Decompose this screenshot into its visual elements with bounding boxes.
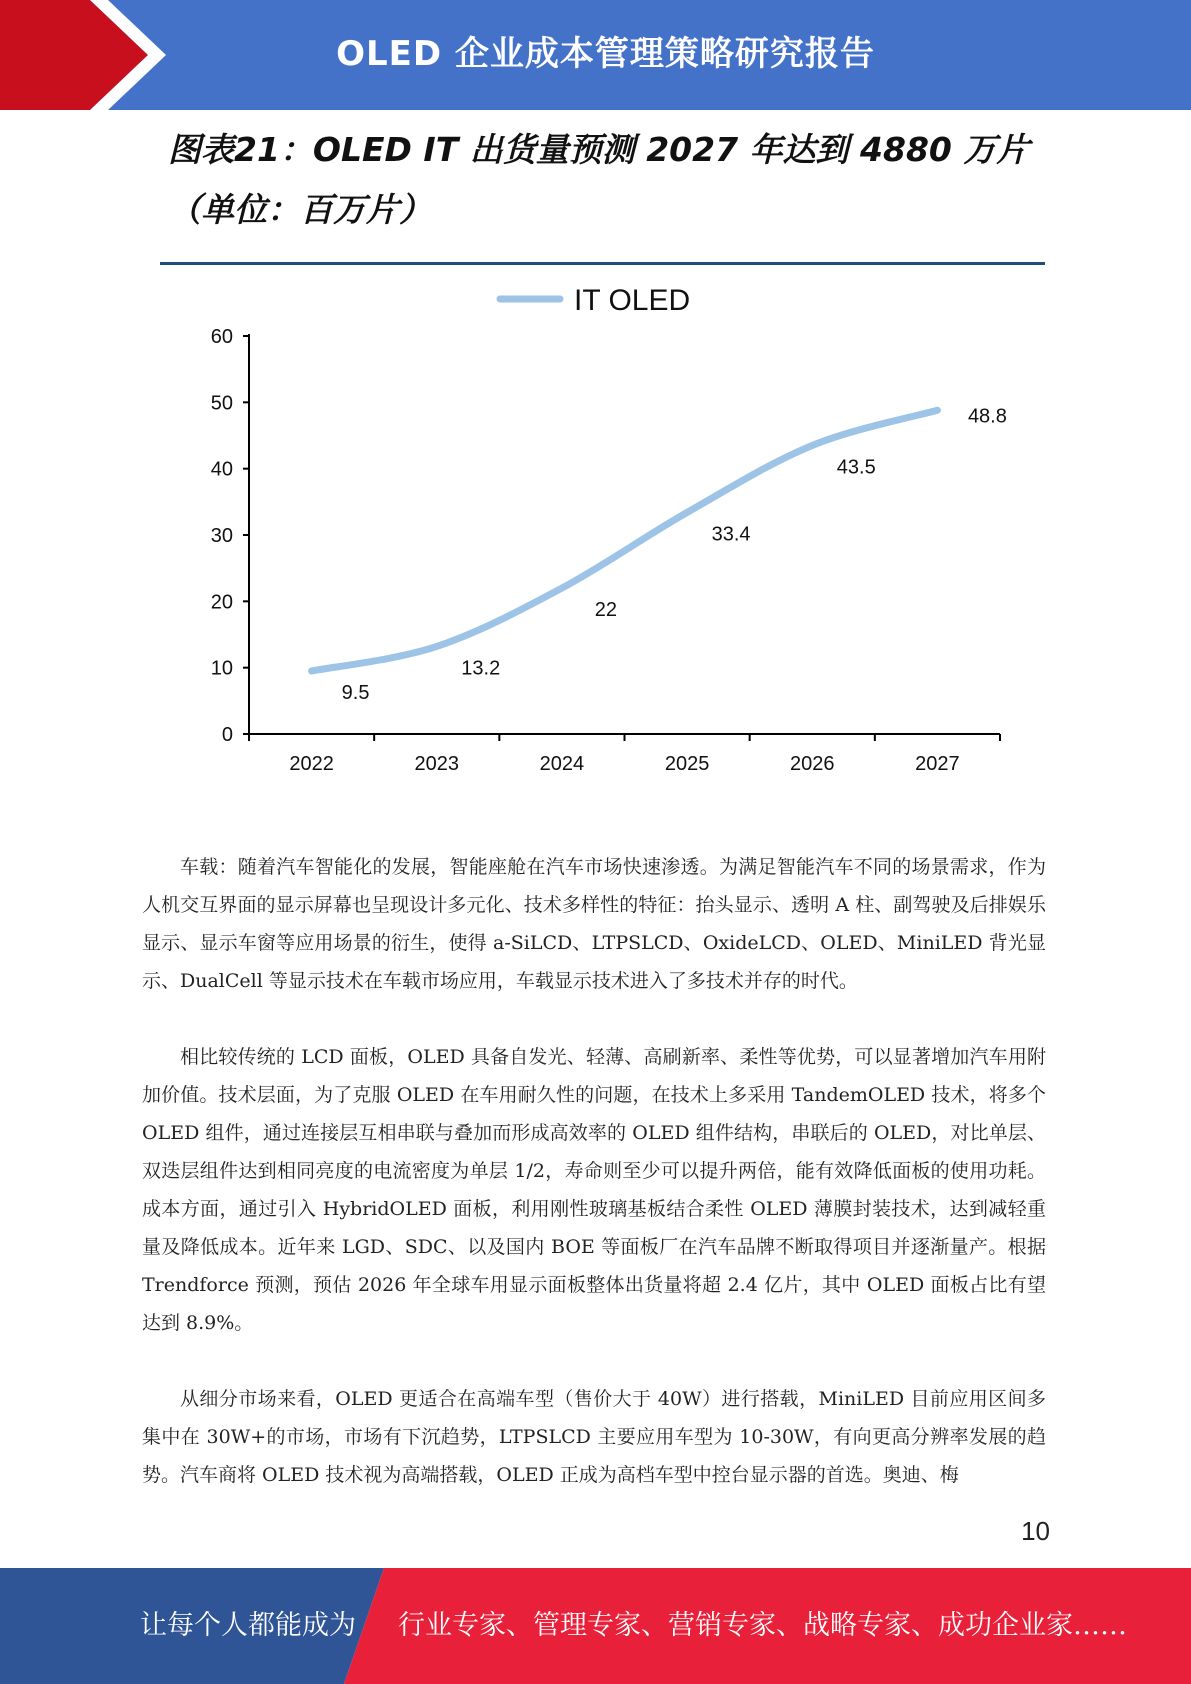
page-footer: [0, 1568, 1191, 1684]
data-label: 22: [594, 599, 618, 622]
chart-series: [312, 410, 938, 671]
page-number: 10: [1021, 1516, 1050, 1546]
legend-label-it-oled: IT OLED: [574, 284, 691, 317]
body-text: [142, 848, 1046, 1532]
chart-data-labels: [342, 405, 1007, 704]
paragraph-vehicle-display: 车载：随着汽车智能化的发展，智能座舱在汽车市场快速渗透。为满足智能汽车不同的场景需求，作为人机交互界面的显示屏幕也呈现设计多元化、技术多样性的特征：抬头显示、透明 A 柱、副驾驶及后排娱乐显示、显示车窗等应用场景的衍生，使得 a-SiLCD、LTPSLCD、OxideLCD、OLED、MiniLED 背光显示、DualCell 等显示技术在车载市场应用，车载显示技术进入了多技术并存的时代。: [142, 856, 1046, 992]
footer-slogan-left: 让每个人都能成为: [140, 1610, 356, 1641]
y-tick-label: 30: [210, 525, 233, 547]
chart-legend: [500, 284, 690, 317]
series-line-it-oled: [312, 410, 938, 671]
x-tick-label: 2026: [790, 753, 835, 770]
data-label: 33.4: [711, 523, 751, 546]
page-header: [0, 0, 1191, 110]
data-label: 48.8: [967, 405, 1007, 428]
chart-axes: [211, 326, 1000, 770]
line-chart: [160, 270, 1040, 770]
x-tick-label: 2022: [289, 753, 334, 770]
figure-title: 图表21：OLED IT 出货量预测 2027 年达到 4880 万片（单位：百万片）: [168, 130, 1030, 229]
data-label: 43.5: [836, 456, 876, 479]
y-tick-label: 60: [210, 326, 233, 348]
y-tick-label: 0: [221, 724, 233, 746]
title-divider: [160, 262, 1045, 265]
data-label: 13.2: [461, 657, 501, 680]
footer-slogan-right: 行业专家、管理专家、营销专家、战略专家、成功企业家……: [398, 1610, 1127, 1641]
chart-svg: [160, 270, 1040, 770]
x-tick-label: 2023: [414, 753, 459, 770]
paragraph-market-segments: 从细分市场来看，OLED 更适合在高端车型（售价大于 40W）进行搭载，MiniLED 目前应用区间多集中在 30W+的市场，市场有下沉趋势，LTPSLCD 主要应用车型为 10-30W，有向更高分辨率发展的趋势。汽车商将 OLED 技术视为高端搭载，OLED 正成为高档车型中控台显示器的首选。奥迪、梅: [142, 1388, 1046, 1486]
y-tick-label: 20: [210, 591, 233, 614]
y-tick-label: 40: [210, 458, 233, 481]
x-tick-label: 2024: [539, 753, 585, 770]
x-tick-label: 2025: [664, 753, 710, 770]
x-tick-label: 2027: [915, 753, 960, 770]
y-tick-label: 10: [210, 657, 233, 680]
data-label: 9.5: [341, 681, 370, 704]
header-title: OLED 企业成本管理策略研究报告: [336, 34, 875, 74]
y-tick-label: 50: [210, 392, 233, 415]
paragraph-oled-advantages: 相比较传统的 LCD 面板，OLED 具备自发光、轻薄、高刷新率、柔性等优势，可以显著增加汽车用附加价值。技术层面，为了克服 OLED 在车用耐久性的问题，在技术上多采用 TandemOLED 技术，将多个 OLED 组件，通过连接层互相串联与叠加而形成高效率的 OLED 组件结构，串联后的 OLED，对比单层、双迭层组件达到相同亮度的电流密度为单层 1/2，寿命则至少可以提升两倍，能有效降低面板的使用功耗。成本方面，通过引入 HybridOLED 面板，利用刚性玻璃基板结合柔性 OLED 薄膜封装技术，达到减轻重量及降低成本。近年来 LGD、SDC、以及国内 BOE 等面板厂在汽车品牌不断取得项目并逐渐量产。根据 Trendforce 预测，预估 2026 年全球车用显示面板整体出货量将超 2.4 亿片，其中 OLED 面板占比有望达到 8.9%。: [142, 1046, 1046, 1334]
